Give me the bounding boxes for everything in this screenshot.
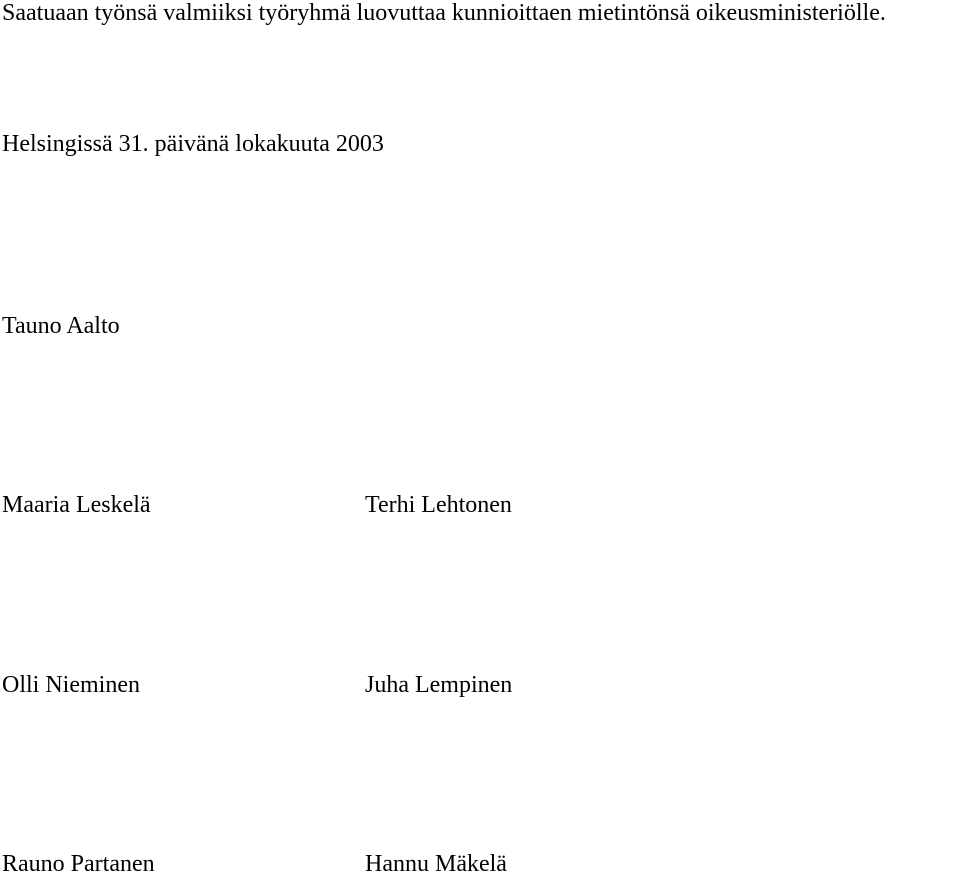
- signatory-name: Olli Nieminen: [2, 672, 140, 698]
- signatory-name: Rauno Partanen: [2, 851, 155, 877]
- signatory-name: Hannu Mäkelä: [365, 851, 507, 877]
- signatory-name: Terhi Lehtonen: [365, 492, 512, 518]
- intro-sentence: Saatuaan työnsä valmiiksi työryhmä luovuttaa kunnioittaen mietintönsä oikeusministeriölle.: [2, 0, 886, 26]
- chair-name: Tauno Aalto: [2, 313, 120, 339]
- place-date: Helsingissä 31. päivänä lokakuuta 2003: [2, 131, 384, 157]
- signatory-name: Juha Lempinen: [365, 672, 513, 698]
- signatory-name: Maaria Leskelä: [2, 492, 151, 518]
